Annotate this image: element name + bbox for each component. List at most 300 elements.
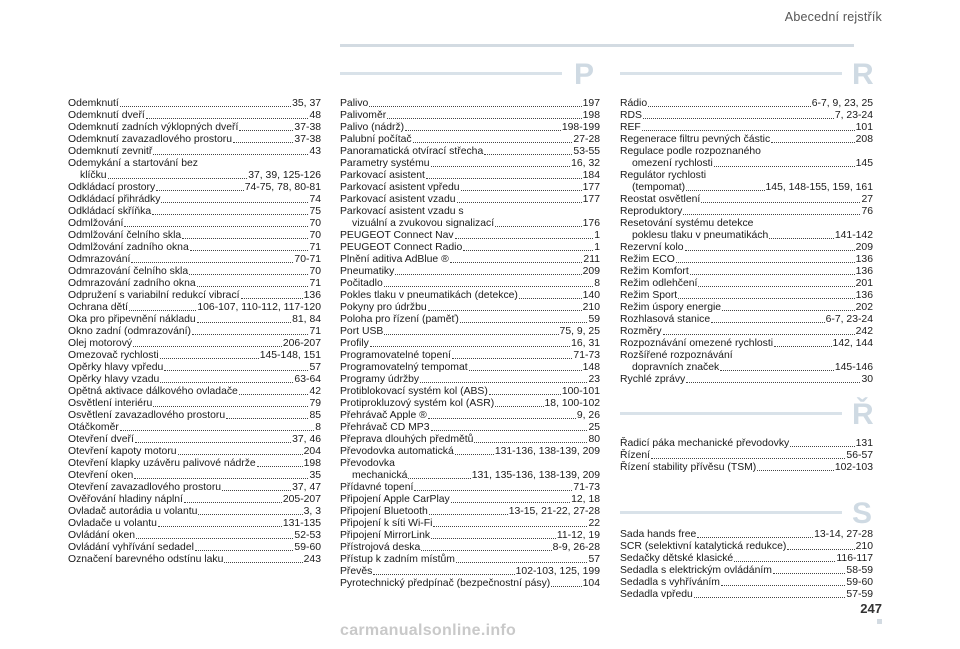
entry-label: Osvětlení interiéru (68, 398, 153, 409)
index-entry (620, 338, 873, 350)
index-entry (620, 98, 873, 110)
entry-page-ref: 136 (855, 254, 873, 265)
index-column-p (340, 98, 600, 590)
entry-page-ref: 141-142 (834, 230, 873, 241)
entry-page-ref: 80 (588, 434, 600, 445)
entry-page-ref: 131-135 (282, 518, 321, 529)
entry-page-ref: 116-117 (836, 553, 873, 564)
index-entry (68, 518, 321, 530)
leader-dots (195, 550, 294, 551)
index-entry (68, 122, 321, 134)
leader-dots (452, 358, 573, 359)
leader-dots (433, 526, 587, 527)
entry-label: Převěs (340, 566, 373, 577)
entry-label: REF (620, 122, 641, 133)
entry-page-ref: 9, 26 (576, 410, 600, 421)
entry-label: Reproduktory (620, 206, 683, 217)
index-entry (340, 410, 600, 422)
entry-page-ref: 85 (309, 410, 321, 421)
entry-label: Odemknutí dveří (68, 110, 145, 121)
entry-label: Parkovací asistent vpředu (340, 182, 460, 193)
entry-label: Převodovka automatická (340, 446, 454, 457)
entry-label: Řízení (620, 450, 651, 461)
entry-page-ref: 1 (594, 230, 600, 241)
index-entry (620, 158, 873, 170)
leader-dots (408, 478, 470, 479)
leader-dots (697, 537, 813, 538)
entry-page-ref: 142, 144 (832, 338, 873, 349)
index-entry (620, 266, 873, 278)
leader-dots (771, 142, 854, 143)
index-entry (340, 566, 600, 578)
entry-page-ref: 6-7, 23-24 (825, 314, 873, 325)
entry-label: vizuální a zvukovou signalizací (352, 218, 495, 229)
entry-label: Olej motorový (68, 338, 133, 349)
entry-page-ref: 59-60 (294, 542, 321, 553)
entry-page-ref: 52-53 (294, 530, 321, 541)
entry-page-ref: 74 (309, 194, 321, 205)
entry-page-ref: 1 (594, 242, 600, 253)
index-entry (340, 290, 600, 302)
entry-page-ref: 102-103, 125, 199 (515, 566, 600, 577)
index-entry (340, 122, 600, 134)
entry-label: Programovatelný tempomat (340, 362, 468, 373)
entry-page-ref: 140 (582, 290, 600, 301)
leader-dots (676, 262, 855, 263)
entry-page-ref: 37, 47 (292, 482, 321, 493)
entry-label: Ovládání oken (68, 530, 136, 541)
index-entry (340, 434, 600, 446)
index-entry (340, 98, 600, 110)
entry-page-ref: 13-15, 21-22, 27-28 (508, 506, 600, 517)
entry-label: poklesu tlaku v pneumatikách (632, 230, 769, 241)
entry-page-ref: 206-207 (282, 338, 321, 349)
index-entry (68, 134, 321, 146)
index-entry (68, 530, 321, 542)
entry-page-ref: 145-148, 151 (259, 350, 321, 361)
leader-dots (455, 454, 494, 455)
entry-label: Odkládací skříňka (68, 206, 152, 217)
leader-dots (178, 454, 303, 455)
index-entry (68, 362, 321, 374)
entry-label: Opětná aktivace dálkového ovladače (68, 386, 238, 397)
index-entry (340, 458, 600, 470)
leader-dots (642, 130, 855, 131)
letter-r-caron-heading: Ř (852, 398, 874, 431)
leader-dots (686, 382, 860, 383)
entry-label: Palubní počítač (340, 134, 412, 145)
index-column-s (620, 529, 873, 601)
entry-page-ref: 208 (855, 134, 873, 145)
leader-dots (790, 446, 854, 447)
leader-dots (158, 526, 282, 527)
entry-page-ref: 25 (588, 422, 600, 433)
entry-page-ref: 131-136, 138-139, 209 (494, 446, 600, 457)
entry-page-ref: 204 (303, 446, 321, 457)
index-entry (340, 578, 600, 590)
entry-page-ref: 100-101 (561, 386, 600, 397)
index-entry (340, 230, 600, 242)
leader-dots (714, 166, 855, 167)
index-entry (620, 565, 873, 577)
entry-page-ref: 145, 148-155, 159, 161 (765, 182, 873, 193)
entry-page-ref: 104 (582, 578, 600, 589)
entry-label: Režim ECO (620, 254, 675, 265)
leader-dots (189, 274, 308, 275)
entry-label: Rozpoznávání omezené rychlosti (620, 338, 774, 349)
entry-label: Programy údržby (340, 374, 420, 385)
entry-label: Rychlé zprávy (620, 374, 686, 385)
leader-dots (257, 466, 303, 467)
leader-dots (146, 118, 309, 119)
entry-label: Přehrávač Apple ® (340, 410, 427, 421)
index-entry (340, 314, 600, 326)
entry-label: Osvětlení zavazadlového prostoru (68, 410, 226, 421)
leader-dots (450, 262, 583, 263)
leader-dots (136, 538, 293, 539)
index-entry (620, 362, 873, 374)
entry-page-ref: 6-7, 9, 23, 25 (811, 98, 873, 109)
leader-dots (184, 502, 282, 503)
index-entry (68, 506, 321, 518)
entry-label: Rezervní kolo (620, 242, 684, 253)
leader-dots (160, 358, 259, 359)
index-entry (340, 506, 600, 518)
entry-label: Odmrazování (68, 254, 131, 265)
entry-page-ref: 131 (855, 438, 873, 449)
index-entry (340, 350, 600, 362)
entry-page-ref: 57 (309, 362, 321, 373)
index-entry (68, 278, 321, 290)
letter-p-heading: P (574, 58, 595, 91)
index-entry (340, 158, 600, 170)
leader-dots (460, 322, 588, 323)
leader-dots (461, 190, 582, 191)
leader-dots (120, 430, 314, 431)
index-entry (620, 350, 873, 362)
index-entry (620, 462, 873, 474)
index-entry (620, 314, 873, 326)
entry-label: Parkovací asistent vzadu (340, 194, 456, 205)
leader-dots (643, 118, 834, 119)
leader-dots (451, 502, 570, 503)
entry-page-ref: 7, 23-24 (834, 110, 873, 121)
leader-dots (384, 334, 558, 335)
entry-page-ref: 101 (855, 122, 873, 133)
index-entry (620, 194, 873, 206)
index-entry (340, 554, 600, 566)
index-entry (68, 110, 321, 122)
entry-label: Režim úspory energie (620, 302, 722, 313)
entry-label: Oka pro připevnění nákladu (68, 314, 196, 325)
index-entry (340, 266, 600, 278)
entry-label: Odemknutí zadních výklopných dveří (68, 122, 239, 133)
index-entry (68, 398, 321, 410)
leader-dots (456, 562, 588, 563)
entry-label: Regenerace filtru pevných částic (620, 134, 771, 145)
entry-page-ref: 48 (309, 110, 321, 121)
index-entry (340, 362, 600, 374)
entry-label: Port USB (340, 326, 384, 337)
entry-page-ref: 35, 37 (292, 98, 321, 109)
leader-dots (648, 106, 811, 107)
letter-r-heading: R (852, 58, 874, 91)
index-entry (340, 338, 600, 350)
entry-label: Odkládací přihrádky (68, 194, 161, 205)
leader-dots (239, 394, 309, 395)
entry-page-ref: 16, 31 (571, 338, 600, 349)
entry-page-ref: 59-60 (846, 577, 873, 588)
leader-dots (224, 562, 302, 563)
index-entry (620, 182, 873, 194)
leader-dots (787, 549, 854, 550)
leader-dots (769, 238, 834, 239)
entry-label: Regulace podle rozpoznaného (620, 146, 761, 157)
entry-label: Sedačky dětské klasické (620, 553, 734, 564)
entry-page-ref: 75 (309, 206, 321, 217)
leader-dots (233, 142, 293, 143)
leader-dots (395, 274, 581, 275)
entry-label: Profily (340, 338, 369, 349)
entry-page-ref: 53-55 (573, 146, 600, 157)
entry-page-ref: 210 (582, 302, 600, 313)
entry-page-ref: 211 (583, 254, 600, 265)
leader-dots (153, 154, 308, 155)
entry-label: Resetování systému detekce (620, 218, 754, 229)
entry-page-ref: 71 (309, 278, 321, 289)
entry-page-ref: 145 (855, 158, 873, 169)
entry-page-ref: 27-28 (573, 134, 600, 145)
entry-page-ref: 210 (855, 541, 873, 552)
entry-label: Odemknutí zevnitř (68, 146, 153, 157)
letter-r-bar (620, 72, 842, 75)
entry-page-ref: 57 (588, 554, 600, 565)
index-entry (620, 242, 873, 254)
index-entry (620, 438, 873, 450)
index-entry (620, 134, 873, 146)
leader-dots (108, 178, 248, 179)
leader-dots (152, 214, 308, 215)
index-entry (340, 218, 600, 230)
entry-label: Plnění aditiva AdBlue ® (340, 254, 449, 265)
entry-page-ref: 177 (582, 194, 600, 205)
index-entry (620, 302, 873, 314)
entry-label: Opěrky hlavy vzadu (68, 374, 160, 385)
entry-label: Odemknutí zavazadlového prostoru (68, 134, 233, 145)
index-entry (68, 182, 321, 194)
entry-page-ref: 70 (309, 230, 321, 241)
leader-dots (484, 154, 572, 155)
index-entry (68, 158, 321, 170)
entry-page-ref: 37-38 (294, 122, 321, 133)
entry-label: omezení rychlosti (632, 158, 713, 169)
entry-label: SCR (selektivní katalytická redukce) (620, 541, 787, 552)
entry-page-ref: 37, 39, 125-126 (248, 170, 321, 181)
index-entry (340, 134, 600, 146)
index-entry (620, 146, 873, 158)
leader-dots (773, 573, 846, 574)
entry-page-ref: 74-75, 78, 80-81 (244, 182, 321, 193)
entry-page-ref: 57-59 (846, 589, 873, 600)
index-entry (340, 518, 600, 530)
entry-page-ref: 81, 84 (292, 314, 321, 325)
entry-label: PEUGEOT Connect Nav (340, 230, 454, 241)
entry-label: Odmlžování čelního skla (68, 230, 182, 241)
leader-dots (711, 322, 825, 323)
entry-label: Odemykání a startování bez (68, 158, 198, 169)
entry-page-ref: 198 (582, 110, 600, 121)
index-entry (340, 374, 600, 386)
entry-page-ref: 70-71 (294, 254, 321, 265)
entry-page-ref: 177 (582, 182, 600, 193)
entry-page-ref: 243 (303, 554, 321, 565)
index-entry (68, 554, 321, 566)
index-entry (68, 458, 321, 470)
entry-page-ref: 37-38 (294, 134, 321, 145)
index-entry (68, 386, 321, 398)
entry-page-ref: 16, 32 (571, 158, 600, 169)
entry-label: Ověřování hladiny náplní (68, 494, 183, 505)
entry-page-ref: 198-199 (561, 122, 600, 133)
entry-label: Otevření oken (68, 470, 134, 481)
leader-dots (190, 250, 309, 251)
entry-page-ref: 176 (582, 218, 600, 229)
leader-dots (413, 142, 573, 143)
leader-dots (161, 202, 308, 203)
index-entry (340, 146, 600, 158)
index-entry (68, 434, 321, 446)
entry-label: mechanická (352, 470, 408, 481)
letter-s-heading: S (852, 497, 873, 530)
index-entry (340, 194, 600, 206)
leader-dots (455, 238, 594, 239)
entry-label: Okno zadní (odmrazování) (68, 326, 192, 337)
index-entry (340, 254, 600, 266)
entry-label: RDS (620, 110, 642, 121)
leader-dots (698, 286, 854, 287)
leader-dots (414, 490, 572, 491)
index-entry (340, 182, 600, 194)
entry-label: Převodovka (340, 458, 395, 469)
index-entry (620, 206, 873, 218)
watermark-text: carmanualsonline.info (340, 622, 517, 639)
entry-page-ref: 76 (861, 206, 873, 217)
leader-dots (431, 538, 556, 539)
leader-dots (495, 226, 582, 227)
entry-label: Otevření klapky uzávěru palivové nádrže (68, 458, 256, 469)
entry-page-ref: 197 (582, 98, 600, 109)
letter-p-bar (340, 72, 562, 75)
entry-page-ref: 136 (855, 290, 873, 301)
leader-dots (721, 585, 846, 586)
leader-dots (133, 346, 282, 347)
index-entry (620, 450, 873, 462)
entry-page-ref: 106-107, 110-112, 117-120 (197, 302, 321, 313)
entry-label: (tempomat) (632, 182, 686, 193)
entry-label: Protiprokluzový systém kol (ASR) (340, 398, 495, 409)
leader-dots (690, 274, 855, 275)
leader-dots (474, 442, 587, 443)
index-entry (620, 553, 873, 565)
leader-dots (197, 322, 291, 323)
entry-label: Rádio (620, 98, 648, 109)
index-entry (68, 266, 321, 278)
index-entry (620, 326, 873, 338)
leader-dots (370, 346, 570, 347)
index-entry (340, 494, 600, 506)
entry-page-ref: 148 (582, 362, 600, 373)
entry-label: Odpružení s variabilní redukcí vibrací (68, 290, 240, 301)
entry-label: Rozměry (620, 326, 662, 337)
leader-dots (153, 406, 308, 407)
entry-page-ref: 71-73 (573, 482, 600, 493)
entry-page-ref: 3, 3 (303, 506, 321, 517)
entry-label: Označení barevného odstínu laku (68, 554, 224, 565)
entry-label: Poloha pro řízení (paměť) (340, 314, 459, 325)
index-entry (68, 194, 321, 206)
index-entry (340, 386, 600, 398)
entry-label: Odmlžování zadního okna (68, 242, 189, 253)
entry-label: Přehrávač CD MP3 (340, 422, 430, 433)
entry-label: klíčku (80, 170, 107, 181)
leader-dots (182, 238, 308, 239)
leader-dots (239, 130, 293, 131)
entry-page-ref: 131, 135-136, 138-139, 209 (471, 470, 600, 481)
entry-label: Řízení stability přívěsu (TSM) (620, 462, 757, 473)
index-entry (620, 254, 873, 266)
entry-page-ref: 136 (855, 266, 873, 277)
leader-dots (431, 430, 588, 431)
entry-label: Parkovací asistent (340, 170, 425, 181)
entry-label: Parametry systému (340, 158, 430, 169)
entry-label: Řadicí páka mechanické převodovky (620, 438, 790, 449)
entry-page-ref: 136 (303, 290, 321, 301)
leader-dots (489, 394, 561, 395)
entry-label: Přídavné topení (340, 482, 414, 493)
index-entry (620, 170, 873, 182)
index-entry (68, 326, 321, 338)
index-entry (620, 374, 873, 386)
leader-dots (519, 298, 582, 299)
index-entry (68, 230, 321, 242)
entry-label: Ovladač autorádia u volantu (68, 506, 198, 517)
index-entry (68, 314, 321, 326)
leader-dots (131, 262, 293, 263)
entry-page-ref: 75, 9, 25 (559, 326, 600, 337)
entry-label: Režim Sport (620, 290, 678, 301)
entry-label: Odmrazování zadního okna (68, 278, 196, 289)
leader-dots (429, 514, 508, 515)
leader-dots (222, 490, 291, 491)
index-entry (68, 482, 321, 494)
index-entry (340, 422, 600, 434)
index-entry (620, 230, 873, 242)
entry-label: Pyrotechnický předpínač (bezpečnostní pásy) (340, 578, 551, 589)
leader-dots (683, 214, 860, 215)
entry-page-ref: 8-9, 26-28 (552, 542, 600, 553)
letter-r-caron-bar (620, 412, 842, 415)
index-entry (68, 254, 321, 266)
entry-page-ref: 42 (309, 386, 321, 397)
entry-label: Připojení k síti Wi-Fi (340, 518, 433, 529)
entry-label: Otáčkoměr (68, 422, 119, 433)
entry-label: Sada hands free (620, 529, 697, 540)
entry-label: Ochrana dětí (68, 302, 129, 313)
index-entry (340, 446, 600, 458)
index-column-r (620, 98, 873, 386)
entry-page-ref: 198 (303, 458, 321, 469)
entry-page-ref: 8 (594, 278, 600, 289)
